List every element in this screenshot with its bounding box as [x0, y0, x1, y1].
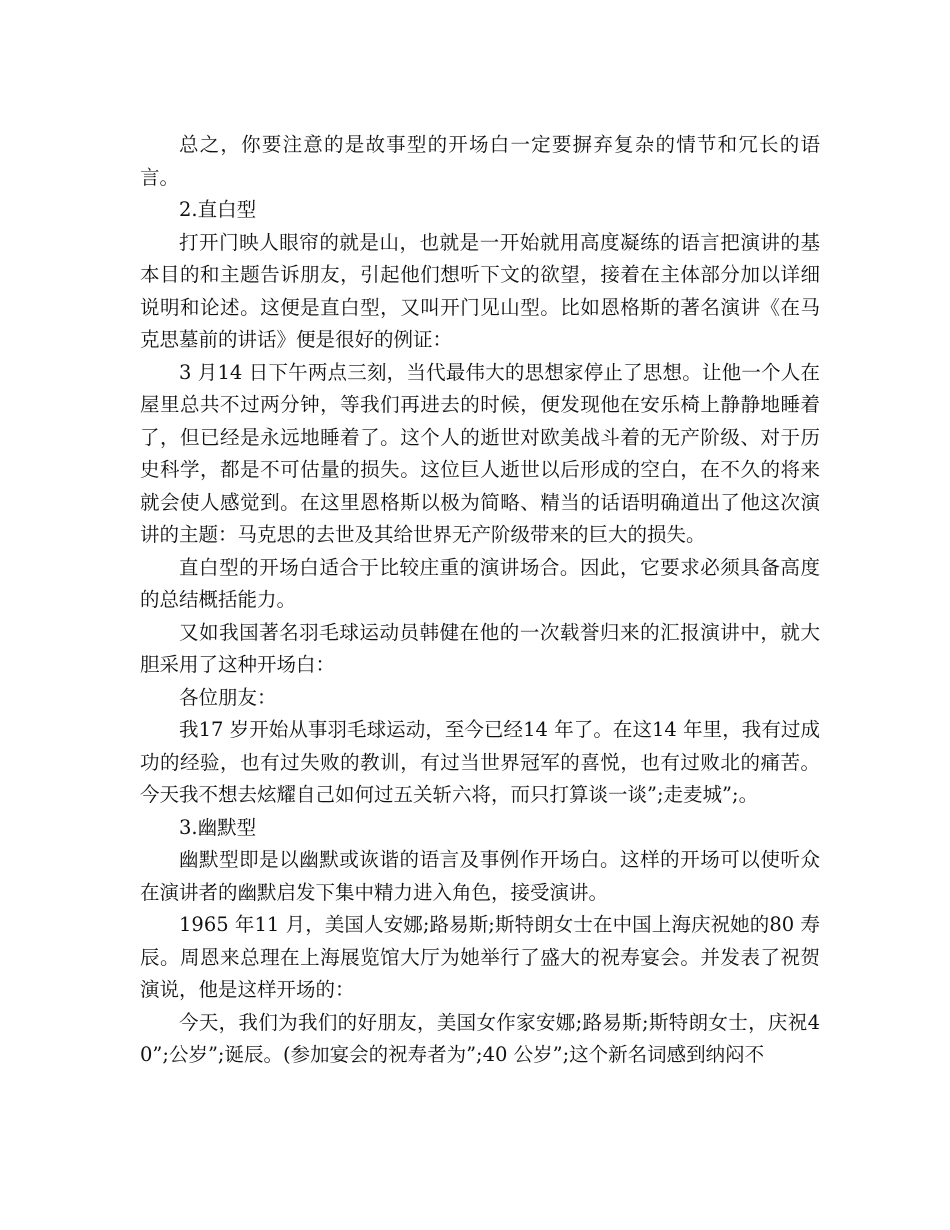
paragraph-humor-definition: 幽默型即是以幽默或诙谐的语言及事例作开场白。这样的开场可以使听众在演讲者的幽默启发下集中精力进入角色，接受演讲。	[140, 848, 820, 904]
section-heading-humor: 3.幽默型	[179, 815, 257, 839]
document-body	[140, 129, 820, 1072]
paragraph-strong-birthday: 1965 年11 月，美国人安娜;路易斯;斯特朗女士在中国上海庆祝她的80 寿辰。周恩来总理在上海展览馆大厅为她举行了盛大的祝寿宴会。并发表了祝贺演说，他是这样开场的：	[140, 913, 820, 1001]
paragraph-direct-usage: 直白型的开场白适合于比较庄重的演讲场合。因此，它要求必须具备高度的总结概括能力。	[140, 555, 820, 611]
paragraph-zhou-speech: 今天，我们为我们的好朋友，美国女作家安娜;路易斯;斯特朗女士，庆祝40”;公岁”;诞辰。(参加宴会的祝寿者为”;40 公岁”;这个新名词感到纳闷不	[140, 1010, 820, 1066]
section-heading-direct: 2.直白型	[179, 198, 257, 221]
paragraph-hanjian-speech: 我17 岁开始从事羽毛球运动，至今已经14 年了。在这14 年里，我有过成功的经验，也有过失败的教训，有过当世界冠军的喜悦，也有过败北的痛苦。今天我不想去炫耀自己如何过五关斩六将，而只打算谈一谈”;走麦城”;。	[140, 718, 820, 806]
paragraph-engels-quote: 3 月14 日下午两点三刻，当代最伟大的思想家停止了思想。让他一个人在屋里总共不过两分钟，等我们再进去的时候，便发现他在安乐椅上静静地睡着了，但已经是永远地睡着了。这个人的逝世对欧美战斗着的无产阶级、对于历史科学，都是不可估量的损失。这位巨人逝世以后形成的空白，在不久的将来就会使人感觉到。在这里恩格斯以极为简略、精当的话语明确道出了他这次演讲的主题：马克思的去世及其给世界无产阶级带来的巨大的损失。	[140, 360, 820, 546]
paragraph-hanjian-intro: 又如我国著名羽毛球运动员韩健在他的一次载誉归来的汇报演讲中，就大胆采用了这种开场白：	[140, 620, 820, 676]
paragraph-direct-definition: 打开门映人眼帘的就是山，也就是一开始就用高度凝练的语言把演讲的基本目的和主题告诉朋友，引起他们想听下文的欲望，接着在主体部分加以详细说明和论述。这便是直白型，又叫开门见山型。比如恩格斯的著名演讲《在马克思墓前的讲话》便是很好的例证：	[140, 230, 820, 351]
paragraph-salutation: 各位朋友：	[179, 685, 277, 709]
paragraph-conclusion: 总之，你要注意的是故事型的开场白一定要摒弃复杂的情节和冗长的语言。	[140, 133, 820, 189]
